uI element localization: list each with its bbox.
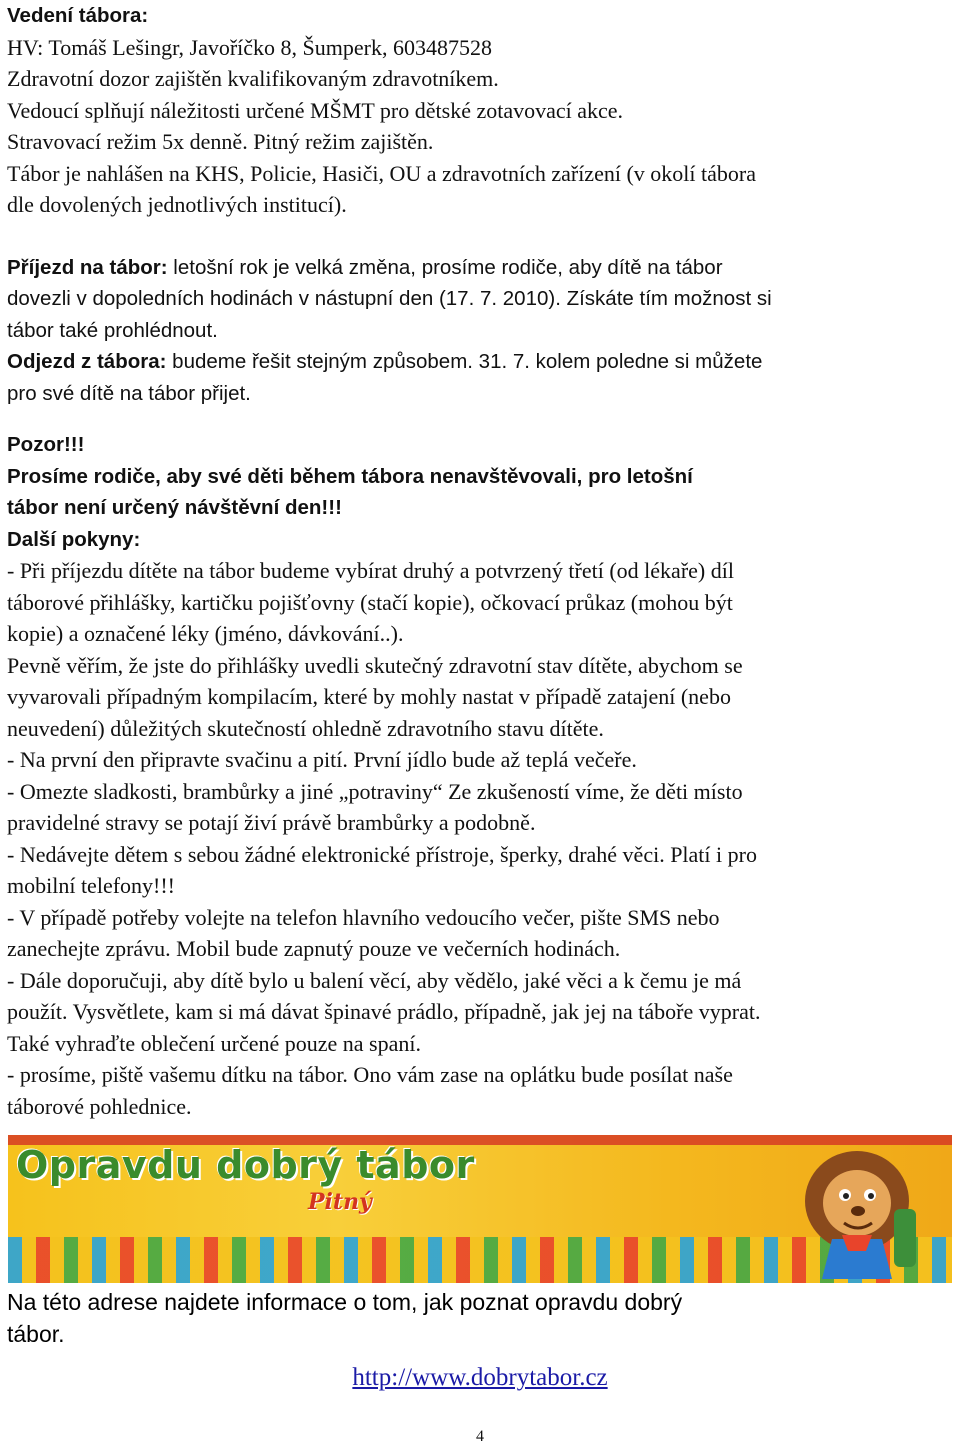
document-page [7,0,952,1122]
arrival-text: tábor také prohlédnout. [7,318,218,342]
instruction-line: - V případě potřeby volejte na telefon hlavního vedoucího večer, pište SMS nebo [7,904,720,930]
instruction-line: neuvedení) důležitých skutečností ohledně zdravotního stavu dítěte. [7,715,604,741]
instruction-line: - Při příjezdu dítěte na tábor budeme vybírat druhý a potvrzený třetí (od lékaře) díl [7,558,734,583]
dobrytabor-link[interactable]: http://www.dobrytabor.cz [352,1364,608,1391]
footer-info-text: tábor. [7,1321,65,1347]
instruction-line: použít. Vysvětlete, kam si má dávat špinavé prádlo, případně, jak jej na táboře vyprat. [7,999,761,1024]
leadership-line: Zdravotní dozor zajištěn kvalifikovaným zdravotníkem. [7,66,499,91]
departure-label: Odjezd z tábora: [7,350,167,373]
leadership-line: HV: Tomáš Lešingr, Javoříčko 8, Šumperk, 603487528 [7,34,492,60]
banner-subtitle: Pitný [308,1189,372,1215]
dobry-tabor-banner [8,1135,952,1283]
banner-title: Opravdu dobrý tábor [16,1143,475,1187]
instruction-line: kopie) a označené léky (jméno, dávkování..). [7,621,404,646]
instruction-line: - Omezte sladkosti, brambůrky a jiné „potraviny“ Ze zkušeností víme, že děti místo [7,778,743,804]
instruction-line: táborové pohlednice. [7,1093,192,1119]
leadership-line: Tábor je nahlášen na KHS, Policie, Hasiči, OU a zdravotních zařízení (v okolí tábora [7,160,756,186]
instruction-line: vyvarovali případným kompilacím, které by mohly nastat v případě zatajení (nebo [7,684,731,709]
spacer [7,409,952,429]
arrival-label: Příjezd na tábor: [7,255,168,279]
footer-info-text: Na této adrese najdete informace o tom, jak poznat opravdu dobrý [7,1289,683,1315]
arrival-text: letošní rok je velká změna, prosíme rodiče, aby dítě na tábor [167,255,723,279]
instruction-line: - prosíme, piště vašemu dítku na tábor. Ono vám zase na oplátku bude posílat naše [7,1062,733,1087]
instruction-line: mobilní telefony!!! [7,873,176,898]
instruction-line: - Nedávejte dětem s sebou žádné elektronické přístroje, šperky, drahé věci. Platí i pro [7,841,757,867]
departure-text: pro své dítě na tábor přijet. [7,381,251,405]
mascot-lion-icon [782,1139,932,1279]
warning-text: tábor není určený návštěvní den!!! [7,496,342,519]
instruction-line: zanechejte zprávu. Mobil bude zapnutý pouze ve večerních hodinách. [7,936,621,961]
arrival-text: dovezli v dopoledních hodinách v nástupní den (17. 7. 2010). Získáte tím možnost si [7,287,772,310]
instructions-heading: Další pokyny: [7,527,141,551]
spacer [7,221,952,252]
page-number: 4 [476,1428,484,1445]
departure-paragraph-line [7,346,952,378]
departure-text: budeme řešit stejným způsobem. 31. 7. kolem poledne si můžete [166,350,763,373]
arrival-paragraph-line [7,252,952,284]
leadership-line: Stravovací režim 5x denně. Pitný režim zajištěn. [7,129,434,154]
warning-title: Pozor!!! [7,433,85,456]
footer-link-row [0,1364,960,1392]
warning-text: Prosíme rodiče, aby své děti během tábora nenavštěvovali, pro letošní [7,464,693,488]
instruction-line: Také vyhraďte oblečení určené pouze na spaní. [7,1030,421,1056]
instruction-line: Pevně věřím, že jste do přihlášky uvedli skutečný zdravotní stav dítěte, abychom se [7,652,743,678]
instruction-line: - Na první den připravte svačinu a pití. První jídlo bude až teplá večeře. [7,747,637,772]
leadership-line: Vedoucí splňují náležitosti určené MŠMT pro dětské zotavovací akce. [7,97,624,123]
footer-info [7,1286,952,1350]
instruction-line: pravidelné stravy se potají živí právě brambůrky a podobně. [7,810,536,835]
instruction-line: táborové přihlášky, kartičku pojišťovny (stačí kopie), očkovací průkaz (mohou být [7,589,733,615]
leadership-heading: Vedení tábora: [7,4,149,27]
instruction-line: - Dále doporučuji, aby dítě bylo u balení věcí, aby vědělo, jaké věci a k čemu je má [7,967,742,993]
leadership-line: dle dovolených jednotlivých institucí). [7,192,347,217]
